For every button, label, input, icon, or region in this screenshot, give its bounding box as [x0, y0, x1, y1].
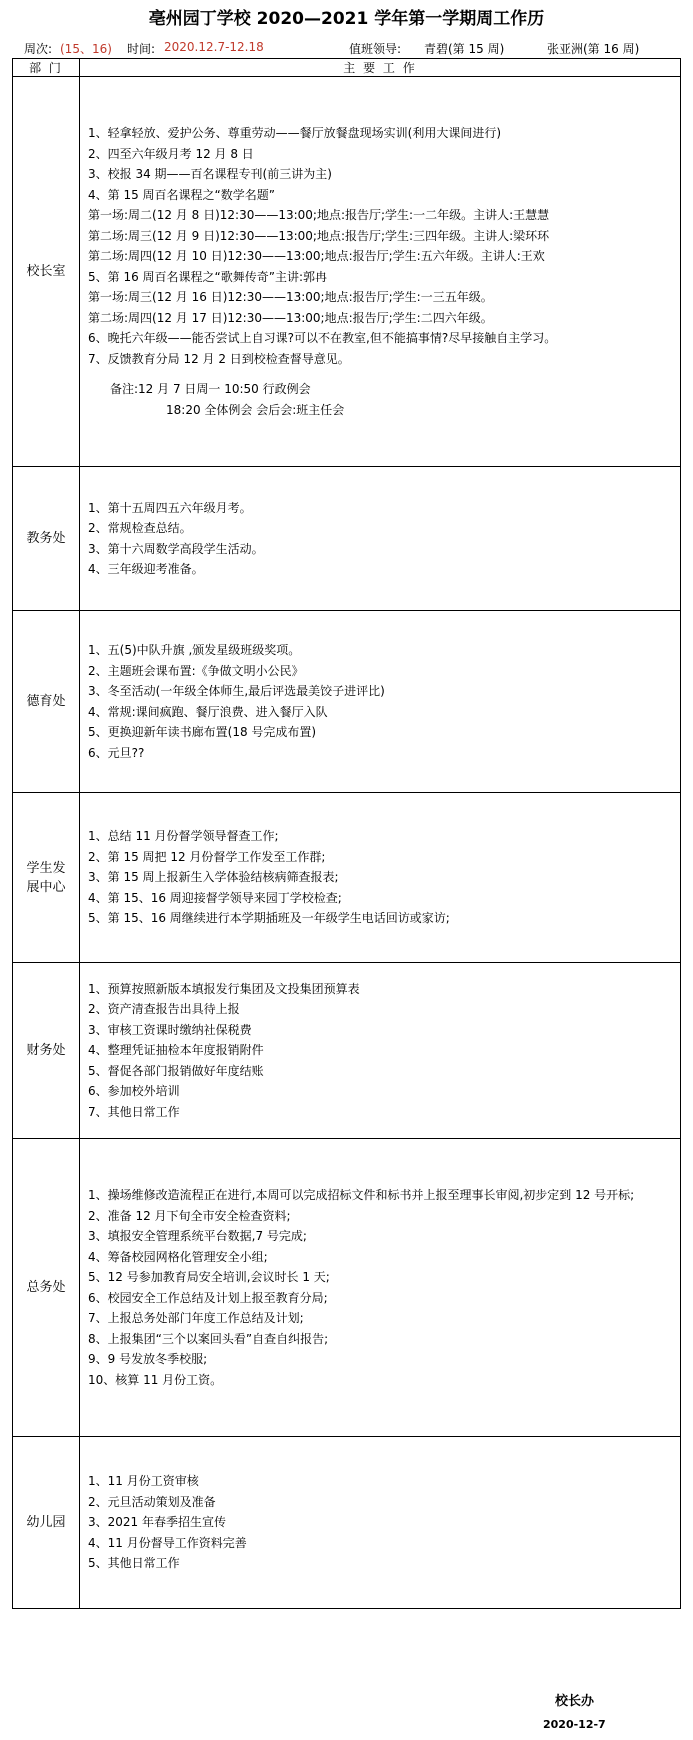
work-line: 第一场:周三(12 月 16 日)12:30——13:00;地点:报告厅;学生:一三五年级。	[88, 290, 493, 304]
work-cell	[80, 467, 681, 611]
schedule-table	[12, 58, 681, 1609]
work-line: 1、第十五周四五六年级月考。	[88, 500, 252, 515]
note-line: 备注:12 月 7 日周一 10:50 行政例会	[110, 382, 311, 396]
work-line: 1、预算按照新版本填报发行集团及文投集团预算表	[88, 981, 360, 996]
work-line: 第二场:周三(12 月 9 日)12:30——13:00;地点:报告厅;学生:三四年级。主讲人:梁环环	[88, 228, 550, 243]
work-line: 5、12 号参加教育局安全培训,会议时长 1 天;	[88, 1270, 330, 1284]
work-line: 2、第 15 周把 12 月份督学工作发至工作群;	[88, 849, 326, 864]
work-cell	[80, 77, 681, 467]
work-line: 2、资产清查报告出具待上报	[88, 1002, 240, 1017]
work-line: 6、参加校外培训	[88, 1084, 180, 1099]
signature-date: 2020-12-7	[543, 1718, 606, 1731]
table-row	[13, 611, 681, 793]
work-line: 4、常规:课间疯跑、餐厅浪费、进入餐厅入队	[88, 704, 328, 719]
work-line: 5、第 16 周百名课程之“歌舞传奇”主讲:郭冉	[88, 269, 328, 284]
work-line: 第二场:周四(12 月 10 日)12:30——13:00;地点:报告厅;学生:五六年级。主讲人:王欢	[88, 249, 545, 263]
work-cell	[80, 1437, 681, 1609]
work-line: 4、整理凭证抽检本年度报销附件	[88, 1043, 264, 1058]
work-cell	[80, 793, 681, 963]
work-line: 3、填报安全管理系统平台数据,7 号完成;	[88, 1229, 307, 1243]
header-work: 主 要 工 作	[80, 59, 681, 77]
work-line: 1、总结 11 月份督学领导督查工作;	[88, 829, 279, 844]
work-line: 7、其他日常工作	[88, 1104, 180, 1119]
dept-cell: 德育处	[13, 611, 80, 793]
work-line: 8、上报集团“三个以案回头看”自查自纠报告;	[88, 1331, 329, 1346]
work-line: 3、2021 年春季招生宣传	[88, 1515, 226, 1530]
work-line: 2、准备 12 月下旬全市安全检查资料;	[88, 1208, 291, 1223]
work-line: 1、11 月份工资审核	[88, 1474, 199, 1489]
work-line: 4、第 15 周百名课程之“数学名题”	[88, 187, 275, 202]
work-line: 3、冬至活动(一年级全体师生,最后评选最美饺子进评比)	[88, 684, 385, 698]
note-line: 18:20 全体例会 会后会:班主任会	[166, 402, 345, 417]
work-line: 4、筹备校园网格化管理安全小组;	[88, 1249, 268, 1264]
table-row	[13, 77, 681, 467]
work-line: 5、其他日常工作	[88, 1556, 180, 1571]
time-label: 时间:	[127, 42, 156, 56]
work-line: 1、五(5)中队升旗 ,颁发星级班级奖项。	[88, 643, 301, 657]
leader-label: 值班领导:	[349, 42, 402, 56]
time-value: 2020.12.7-12.18	[164, 40, 264, 54]
table-row	[13, 467, 681, 611]
table-row	[13, 1437, 681, 1609]
work-line: 2、元旦活动策划及准备	[88, 1494, 216, 1509]
dept-cell: 校长室	[13, 77, 80, 467]
work-cell	[80, 1139, 681, 1437]
week-value: (15、16)	[60, 42, 112, 56]
work-cell	[80, 611, 681, 793]
dept-cell: 幼儿园	[13, 1437, 80, 1609]
table-row	[13, 963, 681, 1139]
work-line: 6、校园安全工作总结及计划上报至教育分局;	[88, 1290, 328, 1305]
info-bar	[24, 40, 679, 58]
dept-cell: 教务处	[13, 467, 80, 611]
table-row	[13, 793, 681, 963]
work-line: 5、更换迎新年读书廊布置(18 号完成布置)	[88, 725, 317, 739]
work-line: 4、第 15、16 周迎接督学领导来园丁学校检查;	[88, 890, 342, 905]
leader-week-15: 青碧(第 15 周)	[424, 42, 505, 56]
work-line: 3、第十六周数学高段学生活动。	[88, 541, 264, 556]
work-line: 6、元旦??	[88, 745, 145, 760]
table-row	[13, 1139, 681, 1437]
work-line: 1、操场维修改造流程正在进行,本周可以完成招标文件和标书并上报至理事长审阅,初步定到 12 号开标;	[88, 1188, 635, 1202]
work-line: 6、晚托六年级——能否尝试上自习课?可以不在教室,但不能搞事情?尽早接触自主学习。	[88, 331, 557, 345]
work-line: 10、核算 11 月份工资。	[88, 1372, 223, 1387]
work-line: 1、轻拿轻放、爱护公务、尊重劳动——餐厅放餐盘现场实训(利用大课间进行)	[88, 126, 502, 140]
week-label: 周次:	[24, 42, 53, 56]
work-line: 5、督促各部门报销做好年度结账	[88, 1063, 264, 1078]
page-title: 亳州园丁学校 2020—2021 学年第一学期周工作历	[148, 9, 545, 29]
work-line: 7、上报总务处部门年度工作总结及计划;	[88, 1311, 304, 1325]
work-line: 5、第 15、16 周继续进行本学期插班及一年级学生电话回访或家访;	[88, 911, 450, 926]
work-cell	[80, 963, 681, 1139]
signature: 校长办	[555, 1694, 595, 1709]
work-line: 2、四至六年级月考 12 月 8 日	[88, 146, 254, 161]
work-line: 7、反馈教育分局 12 月 2 日到校检查督导意见。	[88, 351, 350, 366]
work-line: 3、第 15 周上报新生入学体验结核病筛查报表;	[88, 870, 339, 885]
work-line: 4、三年级迎考准备。	[88, 562, 204, 576]
dept-cell: 财务处	[13, 963, 80, 1139]
work-line: 4、11 月份督导工作资料完善	[88, 1535, 247, 1550]
leader-week-16: 张亚洲(第 16 周)	[547, 42, 640, 56]
dept-cell: 学生发展中心	[13, 793, 80, 963]
work-line: 2、常规检查总结。	[88, 521, 192, 535]
work-line: 第一场:周二(12 月 8 日)12:30——13:00;地点:报告厅;学生:一二年级。主讲人:王慧慧	[88, 208, 550, 222]
dept-cell: 总务处	[13, 1139, 80, 1437]
work-line: 3、校报 34 期——百名课程专刊(前三讲为主)	[88, 167, 332, 181]
work-line: 9、9 号发放冬季校服;	[88, 1352, 208, 1366]
work-line: 第二场:周四(12 月 17 日)12:30——13:00;地点:报告厅;学生:二四六年级。	[88, 310, 493, 325]
work-line: 2、主题班会课布置:《争做文明小公民》	[88, 663, 304, 678]
work-line: 3、审核工资课时缴纳社保税费	[88, 1022, 252, 1037]
table-header-row	[13, 59, 681, 77]
header-dept: 部 门	[13, 59, 80, 77]
